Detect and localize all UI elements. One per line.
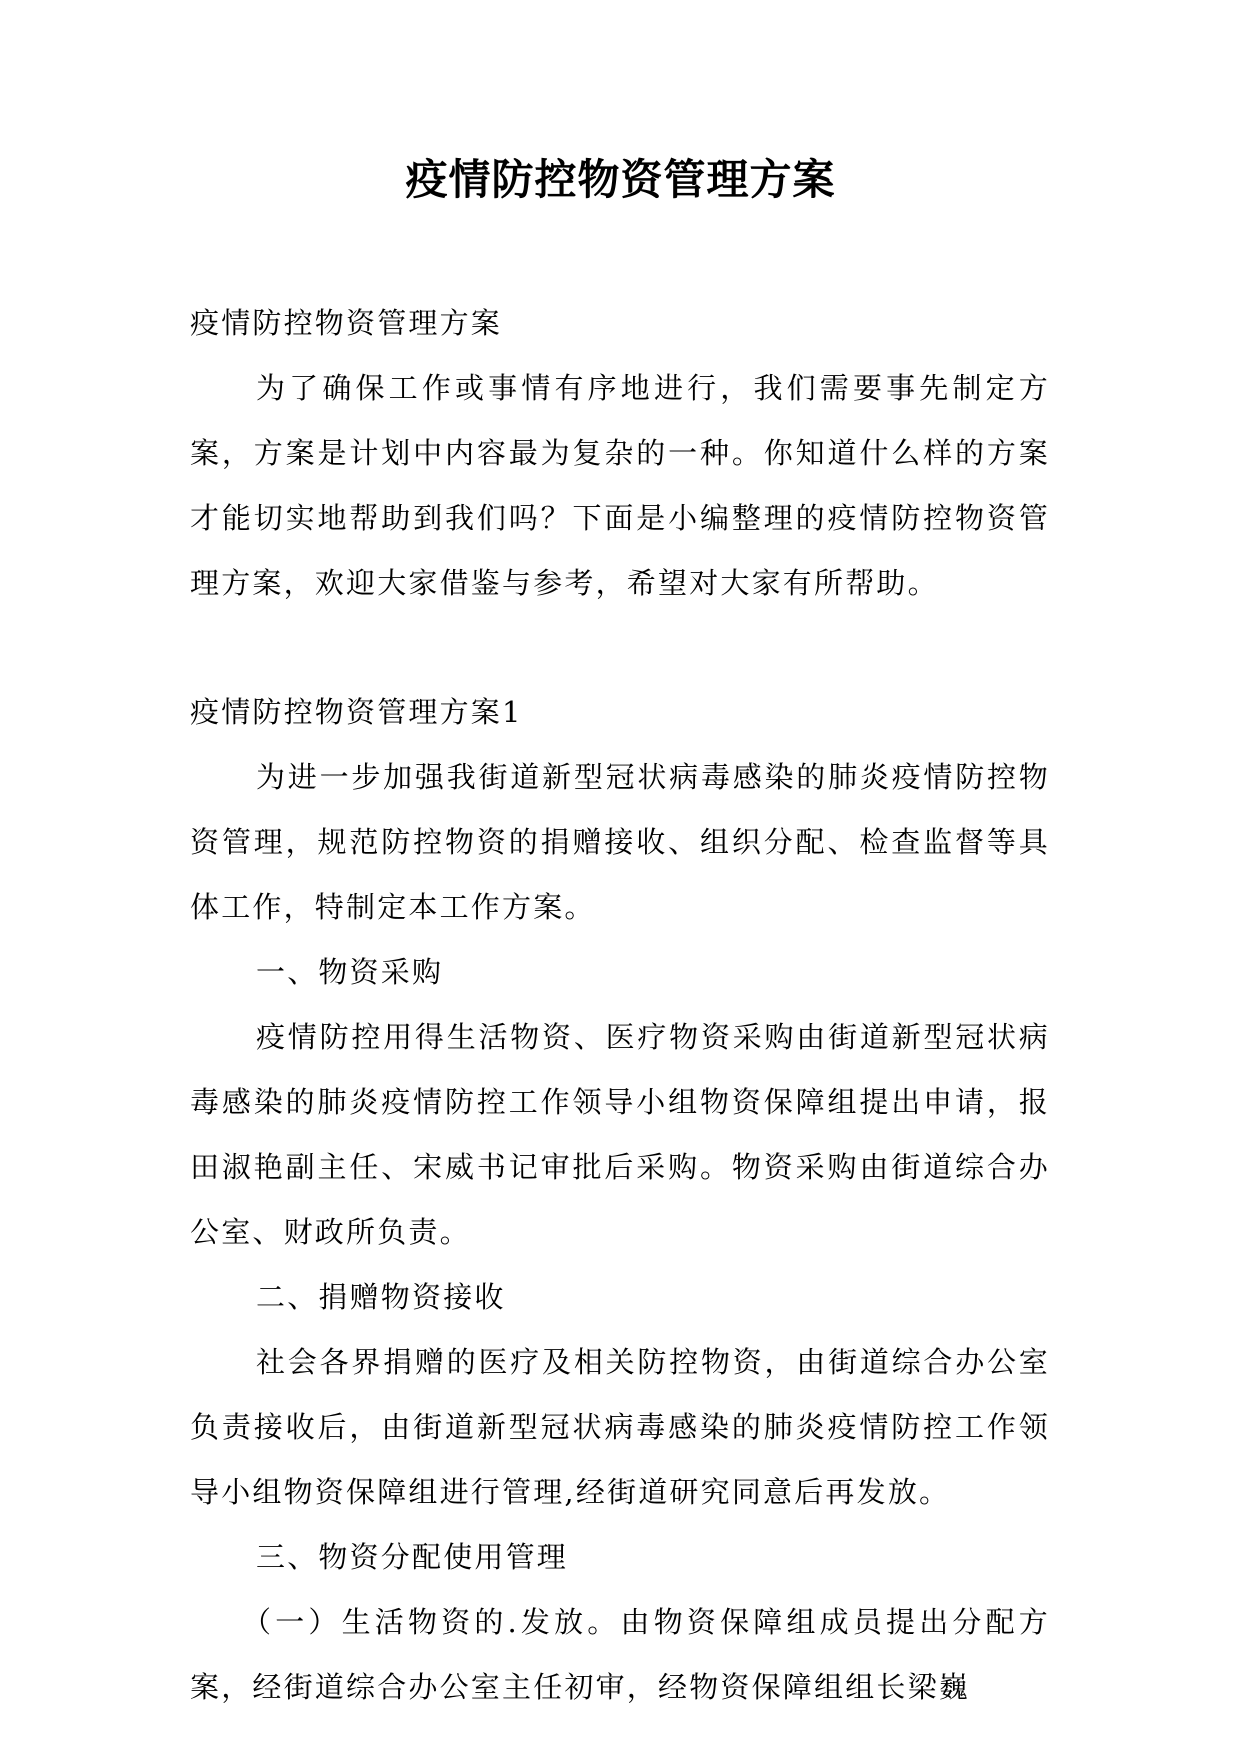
document-body [190, 291, 1050, 1720]
heading-procurement: 一、物资采购 [256, 955, 444, 989]
document-title: 疫情防控物资管理方案 [405, 155, 836, 204]
paragraph-donation-receipt: 社会各界捐赠的医疗及相关防控物资，由街道综合办公室负责接收后，由街道新型冠状病毒感染的肺炎疫情防控工作领导小组物资保障组进行管理,经街道研究同意后再发放。 [190, 1345, 1050, 1509]
paragraph-distribution-management: （一）生活物资的.发放。由物资保障组成员提出分配方案，经街道综合办公室主任初审，经物资保障组组长梁巍 [190, 1605, 1050, 1704]
heading-distribution-management: 三、物资分配使用管理 [256, 1540, 569, 1574]
document-subtitle: 疫情防控物资管理方案 [190, 306, 503, 340]
section-intro-paragraph: 为进一步加强我街道新型冠状病毒感染的肺炎疫情防控物资管理，规范防控物资的捐赠接收、组织分配、检查监督等具体工作，特制定本工作方案。 [190, 760, 1050, 924]
section-title: 疫情防控物资管理方案1 [190, 695, 523, 729]
intro-paragraph: 为了确保工作或事情有序地进行，我们需要事先制定方案，方案是计划中内容最为复杂的一种。你知道什么样的方案才能切实地帮助到我们吗？下面是小编整理的疫情防控物资管理方案，欢迎大家借鉴与参考，希望对大家有所帮助。 [190, 371, 1050, 600]
heading-donation-receipt: 二、捐赠物资接收 [256, 1280, 506, 1314]
paragraph-procurement: 疫情防控用得生活物资、医疗物资采购由街道新型冠状病毒感染的肺炎疫情防控工作领导小组物资保障组提出申请，报田淑艳副主任、宋威书记审批后采购。物资采购由街道综合办公室、财政所负责。 [190, 1020, 1050, 1249]
